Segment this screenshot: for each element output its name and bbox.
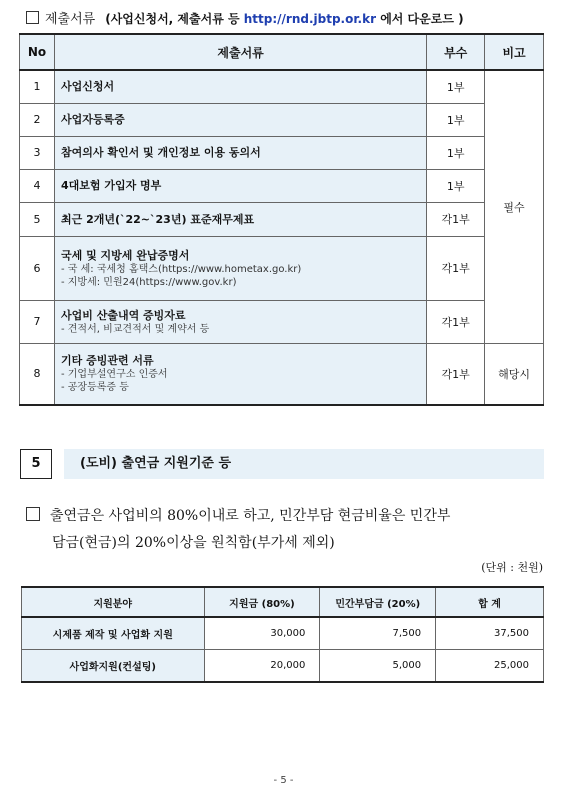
header-private: 민간부담금 (20%) — [320, 587, 436, 617]
unit-label: (단위 : 천원) — [481, 561, 543, 574]
row-total: 25,000 — [436, 650, 544, 683]
row-document — [54, 169, 426, 202]
section-title: (도비) 출연금 지원기준 등 — [64, 449, 544, 479]
row-private: 5,000 — [320, 650, 436, 683]
page-number: - 5 - — [273, 775, 294, 786]
row-document — [54, 300, 426, 343]
table-row — [20, 202, 544, 236]
row-support: 20,000 — [204, 650, 320, 683]
row-document-name: 국세 및 지방세 완납증명서 — [60, 248, 190, 262]
checkbox-square-icon — [26, 507, 40, 521]
header-document: 제출서류 — [54, 34, 426, 70]
table-row — [20, 70, 544, 103]
header-support: 지원금 (80%) — [204, 587, 320, 617]
row-field: 사업화지원(컨설팅) — [22, 650, 205, 683]
row-document — [54, 103, 426, 136]
row-no: 4 — [20, 169, 55, 202]
funding-paragraph — [26, 503, 551, 557]
heading-note-pre: (사업신청서, 제출서류 등 — [105, 12, 244, 26]
funding-table — [21, 586, 544, 683]
row-count: 각1부 — [427, 236, 485, 300]
row-field: 시제품 제작 및 사업화 지원 — [22, 617, 205, 650]
table-row — [20, 136, 544, 169]
row-no: 6 — [20, 236, 55, 300]
table-row — [22, 617, 544, 650]
checkbox-square-icon — [26, 11, 39, 24]
row-document-name: 4대보험 가입자 명부 — [60, 179, 162, 192]
row-document-detail: - 국 세: 국세청 홈택스(https://www.hometax.go.kr) — [60, 263, 302, 275]
row-total: 37,500 — [436, 617, 544, 650]
row-support: 30,000 — [204, 617, 320, 650]
table-row — [20, 343, 544, 405]
funding-table-header — [22, 587, 544, 617]
paragraph-text-1: 출연금은 사업비의 80%이내로 하고, 민간부담 현금비율은 민간부 — [50, 508, 451, 524]
row-document-name: 최근 2개년(`22~`23년) 표준재무제표 — [60, 212, 255, 226]
row-document-name: 사업비 산출내역 증빙자료 — [60, 308, 186, 322]
row-document-detail: - 지방세: 민원24(https://www.gov.kr) — [60, 276, 237, 288]
paragraph-line-1 — [26, 503, 551, 530]
row-document-name: 사업신청서 — [60, 80, 115, 94]
heading-note-post: 에서 다운로드 ) — [376, 12, 464, 26]
table-row — [20, 169, 544, 202]
header-total: 합 계 — [436, 587, 544, 617]
row-no: 8 — [20, 343, 55, 405]
row-document-detail: - 공장등록증 등 — [60, 382, 129, 394]
row-note-applicable: 해당시 — [485, 343, 544, 405]
row-count: 1부 — [427, 103, 485, 136]
header-count: 부수 — [427, 34, 485, 70]
row-no: 1 — [20, 70, 55, 103]
table-row — [20, 300, 544, 343]
row-no: 7 — [20, 300, 55, 343]
row-document-detail: - 기업부설연구소 인증서 — [60, 369, 168, 381]
row-document-name: 참여의사 확인서 및 개인정보 이용 동의서 — [60, 146, 261, 159]
row-count: 1부 — [427, 136, 485, 169]
section-heading — [26, 8, 464, 27]
heading-title: 제출서류 — [45, 12, 96, 27]
header-field: 지원분야 — [22, 587, 205, 617]
row-document — [54, 343, 426, 405]
table-row — [22, 650, 544, 683]
row-count: 1부 — [427, 169, 485, 202]
row-count: 각1부 — [427, 300, 485, 343]
documents-table-header — [20, 34, 544, 70]
row-document-name: 기타 증빙관련 서류 — [60, 354, 154, 368]
table-row — [20, 236, 544, 300]
row-no: 5 — [20, 202, 55, 236]
section-5-header — [20, 449, 544, 479]
row-document-detail: - 견적서, 비교견적서 및 계약서 등 — [60, 323, 210, 335]
row-count: 각1부 — [427, 202, 485, 236]
header-note: 비고 — [485, 34, 544, 70]
paragraph-line-2: 담금(현금)의 20%이상을 원칙함(부가세 제외) — [52, 535, 335, 551]
row-no: 3 — [20, 136, 55, 169]
row-no: 2 — [20, 103, 55, 136]
row-document — [54, 70, 426, 103]
row-document — [54, 202, 426, 236]
row-document — [54, 236, 426, 300]
row-note-required: 필수 — [485, 70, 544, 343]
row-private: 7,500 — [320, 617, 436, 650]
row-document — [54, 136, 426, 169]
section-number: 5 — [20, 449, 52, 479]
row-count: 1부 — [427, 70, 485, 103]
documents-table — [19, 33, 544, 406]
header-no: No — [20, 34, 55, 70]
row-count: 각1부 — [427, 343, 485, 405]
heading-note — [105, 12, 463, 26]
download-link[interactable]: http://rnd.jbtp.or.kr — [243, 12, 377, 26]
row-document-name: 사업자등록증 — [60, 113, 125, 126]
table-row — [20, 103, 544, 136]
